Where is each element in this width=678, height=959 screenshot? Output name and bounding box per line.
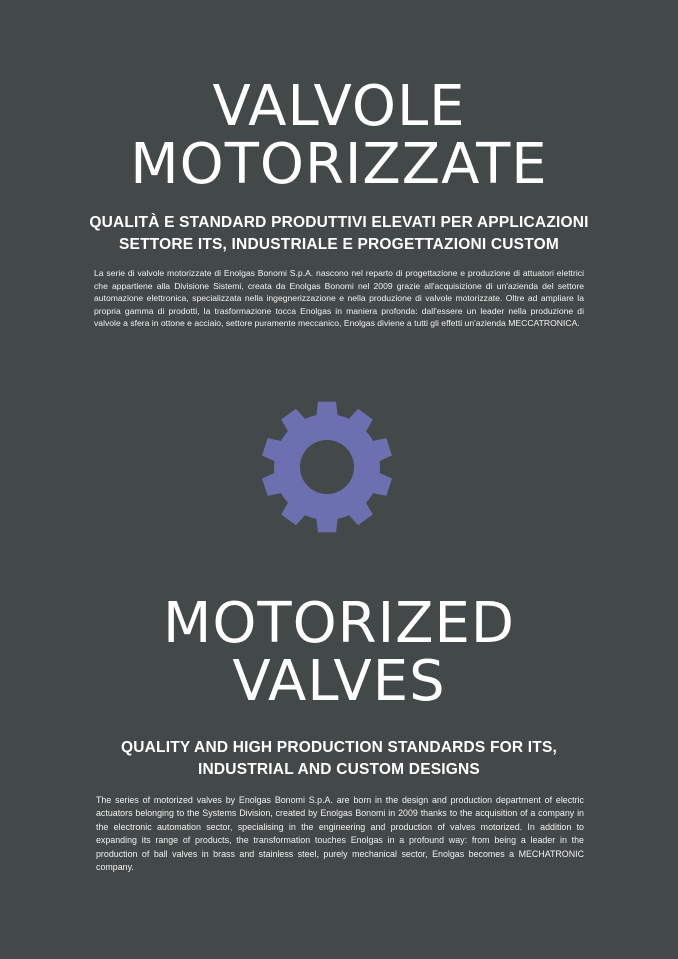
title-italian: [0, 74, 678, 197]
subtitle-english-line-1: QUALITY AND HIGH PRODUCTION STANDARDS FOR ITS,: [120, 739, 558, 756]
title-english-line-1: MOTORIZED: [163, 591, 515, 656]
title-italian-line-2: MOTORIZZATE: [130, 132, 548, 197]
title-italian-line-1: VALVOLE: [212, 74, 466, 139]
subtitle-english: [40, 737, 638, 781]
body-text-italian: La serie di valvole motorizzate di Enolgas Bonomi S.p.A. nascono nel reparto di progettazione e produzione di attuatori elettrici che appartiene alla Divisione Sistemi, creata da Enolgas Bonomi nel 2009 grazie all'acquisizione di un'azienda del settore automazione elettronica, specializzata nella ingegnerizzazione e nella produzione di valvole motorizzate. Oltre ad ampliare la propria gamma di prodotti, la trasformazione tocca Enolgas in maniera profonda: dall'essere un leader nella produzione di valvole a sfera in ottone e acciaio, settore puramente meccanico, Enolgas diviene a tutti gli effetti un'azienda MECCATRONICA.: [94, 268, 584, 329]
subtitle-english-line-2: INDUSTRIAL AND CUSTOM DESIGNS: [198, 761, 480, 778]
subtitle-italian-line-1: QUALITÀ E STANDARD PRODUTTIVI ELEVATI PER APPLICAZIONI: [89, 214, 589, 231]
title-english-line-2: VALVES: [232, 649, 446, 714]
subtitle-italian-line-2: SETTORE ITS, INDUSTRIALE E PROGETTAZIONI CUSTOM: [119, 236, 559, 253]
body-text-english: The series of motorized valves by Enolgas Bonomi S.p.A. are born in the design and production department of electric actuators belonging to the Systems Division, created by Enolgas Bonomi in 2009 thanks to the acquisition of a company in the electronic automation sector, specialising in the engineering and production of valves motorized. In addition to expanding its range of products, the transformation touches Enolgas in a profound way: from being a leader in the production of ball valves in brass and stainless steel, purely mechanical sector, Enolgas becomes a MECHATRONIC company.: [96, 795, 584, 873]
subtitle-italian: [40, 212, 638, 256]
title-english: [0, 591, 678, 714]
gear-icon: [260, 400, 394, 534]
